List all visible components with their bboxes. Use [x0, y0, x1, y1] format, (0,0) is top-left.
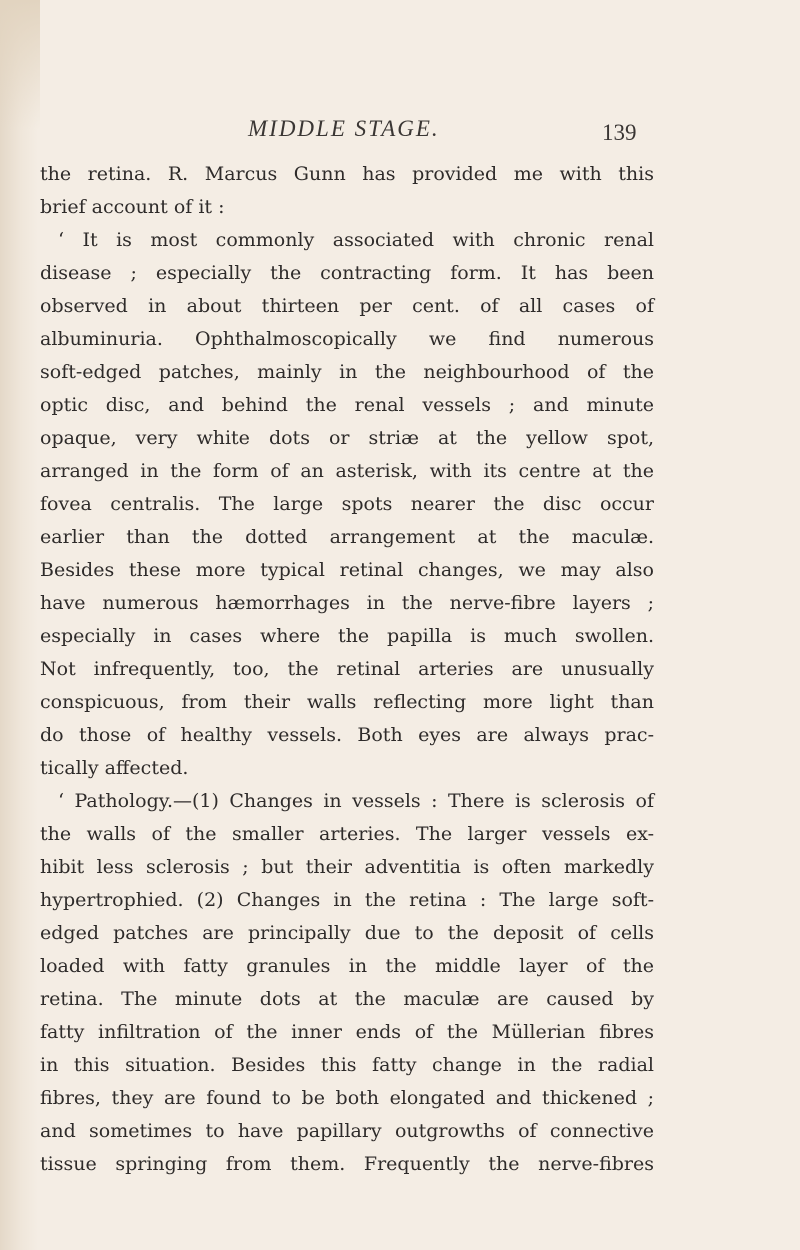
text-line: observed in about thirteen per cent. of all cases of	[40, 295, 654, 317]
text-line: ‘ It is most commonly associated with chronic renal	[58, 229, 654, 251]
text-line: opaque, very white dots or striæ at the yellow spot,	[40, 427, 654, 449]
text-line: optic disc, and behind the renal vessels ; and minute	[40, 394, 654, 416]
text-line: and sometimes to have papillary outgrowths of connective	[40, 1120, 654, 1142]
text-line: fibres, they are found to be both elongated and thickened ;	[40, 1087, 654, 1109]
text-line: fovea centralis. The large spots nearer the disc occur	[40, 493, 654, 515]
text-line: the walls of the smaller arteries. The larger vessels ex-	[40, 823, 654, 845]
text-line: hypertrophied. (2) Changes in the retina : The large soft-	[40, 889, 654, 911]
text-line: conspicuous, from their walls reflecting more light than	[40, 691, 654, 713]
text-line: brief account of it :	[40, 196, 225, 218]
text-line: disease ; especially the contracting form. It has been	[40, 262, 654, 284]
text-line: in this situation. Besides this fatty change in the radial	[40, 1054, 654, 1076]
body-text	[40, 158, 654, 1181]
text-line: tissue springing from them. Frequently the nerve-fibres	[40, 1153, 654, 1175]
text-line: do those of healthy vessels. Both eyes are always prac-	[40, 724, 654, 746]
text-line: hibit less sclerosis ; but their adventitia is often markedly	[40, 856, 654, 878]
text-line: soft-edged patches, mainly in the neighbourhood of the	[40, 361, 654, 383]
page-corner-shadow	[0, 0, 40, 130]
text-line: especially in cases where the papilla is much swollen.	[40, 625, 654, 647]
text-line: ‘ Pathology.—(1) Changes in vessels : There is sclerosis of	[58, 790, 654, 812]
text-line: loaded with fatty granules in the middle layer of the	[40, 955, 654, 977]
text-line: arranged in the form of an asterisk, with its centre at the	[40, 460, 654, 482]
text-line: albuminuria. Ophthalmoscopically we find numerous	[40, 328, 654, 350]
text-line: retina. The minute dots at the maculæ are caused by	[40, 988, 654, 1010]
page-edge-shadow	[0, 0, 38, 1250]
text-line: have numerous hæmorrhages in the nerve-fibre layers ;	[40, 592, 654, 614]
page-header	[0, 116, 800, 152]
text-line: the retina. R. Marcus Gunn has provided me with this	[40, 163, 654, 185]
text-line: edged patches are principally due to the deposit of cells	[40, 922, 654, 944]
page-number: 139	[602, 120, 637, 145]
text-line: tically affected.	[40, 757, 189, 779]
text-line: Besides these more typical retinal changes, we may also	[40, 559, 654, 581]
text-line: fatty infiltration of the inner ends of the Müllerian fibres	[40, 1021, 654, 1043]
text-line: Not infrequently, too, the retinal arteries are unusually	[40, 658, 654, 680]
text-line: earlier than the dotted arrangement at the maculæ.	[40, 526, 654, 548]
running-head: MIDDLE STAGE.	[248, 116, 440, 141]
